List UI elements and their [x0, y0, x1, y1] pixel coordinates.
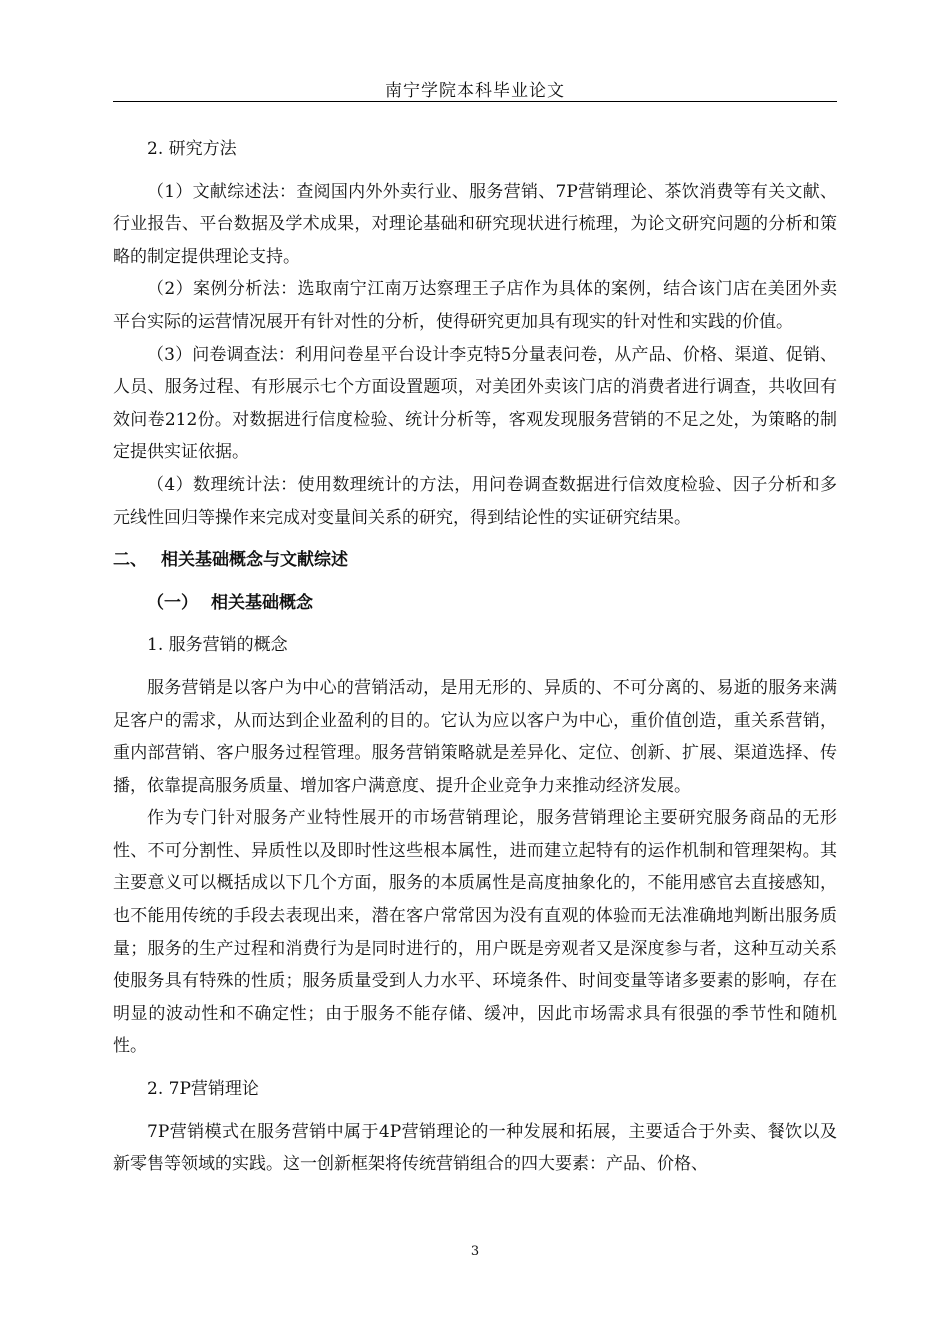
chapter-heading [113, 544, 837, 577]
chapter-number: 二、 [113, 550, 147, 571]
theory-paragraph: 7P营销模式在服务营销中属于4P营销理论的一种发展和拓展，主要适合于外卖、餐饮以及新零售等领域的实践。这一创新框架将传统营销组合的四大要素：产品、价格、 [113, 1121, 837, 1175]
section-heading [113, 587, 837, 620]
concept-paragraph-1: 服务营销是以客户为中心的营销活动，是用无形的、异质的、不可分离的、易逝的服务来满足客户的需求，从而达到企业盈利的目的。它认为应以客户为中心，重价值创造，重关系营销，重内部营销、客户服务过程管理。服务营销策略就是差异化、定位、创新、扩展、渠道选择、传播，依靠提高服务质量、增加客户满意度、提升企业竞争力来推动经济发展。 [113, 677, 837, 796]
section-title: 相关基础概念 [211, 592, 313, 613]
method-paragraph-1: （1）文献综述法：查阅国内外外卖行业、服务营销、7P营销理论、茶饮消费等有关文献、行业报告、平台数据及学术成果，对理论基础和研究现状进行梳理，为论文研究问题的分析和策略的制定提供理论支持。 [113, 181, 837, 267]
theory-heading: 2. 7P营销理论 [147, 1079, 259, 1100]
concept-heading: 1. 服务营销的概念 [147, 635, 288, 656]
section-number: （一） [147, 592, 198, 613]
method-paragraph-2: （2）案例分析法：选取南宁江南万达察理王子店作为具体的案例，结合该门店在美团外卖平台实际的运营情况展开有针对性的分析，使得研究更加具有现实的针对性和实践的价值。 [113, 279, 837, 332]
method-paragraph-4: （4）数理统计法：使用数理统计的方法，用问卷调查数据进行信效度检验、因子分析和多元线性回归等操作来完成对变量间关系的研究，得到结论性的实证研究结果。 [113, 474, 837, 528]
page-number: 3 [470, 1244, 480, 1259]
page-body [113, 133, 837, 1181]
method-heading: 2. 研究方法 [147, 139, 237, 159]
page-header-title: 南宁学院本科毕业论文 [385, 81, 565, 101]
header-rule [113, 101, 837, 102]
chapter-title: 相关基础概念与文献综述 [161, 550, 348, 571]
concept-paragraph-2: 作为专门针对服务产业特性展开的市场营销理论，服务营销理论主要研究服务商品的无形性、不可分割性、异质性以及即时性这些根本属性，进而建立起特有的运作机制和管理架构。其主要意义可以概括成以下几个方面，服务的本质属性是高度抽象化的，不能用感官去直接感知，也不能用传统的手段去表现出来，潜在客户常常因为没有直观的体验而无法准确地判断出服务质量；服务的生产过程和消费行为是同时进行的，用户既是旁观者又是深度参与者，这种互动关系使服务具有特殊的性质；服务质量受到人力水平、环境条件、时间变量等诸多要素的影响，存在明显的波动性和不确定性；由于服务不能存储、缓冲，因此市场需求具有很强的季节性和随机性。 [113, 808, 837, 1057]
method-paragraph-3: （3）问卷调查法：利用问卷星平台设计李克特5分量表问卷，从产品、价格、渠道、促销、人员、服务过程、有形展示七个方面设置题项，对美团外卖该门店的消费者进行调查，共收回有效问卷212份。对数据进行信度检验、统计分析等，客观发现服务营销的不足之处，为策略的制定提供实证依据。 [113, 344, 837, 463]
